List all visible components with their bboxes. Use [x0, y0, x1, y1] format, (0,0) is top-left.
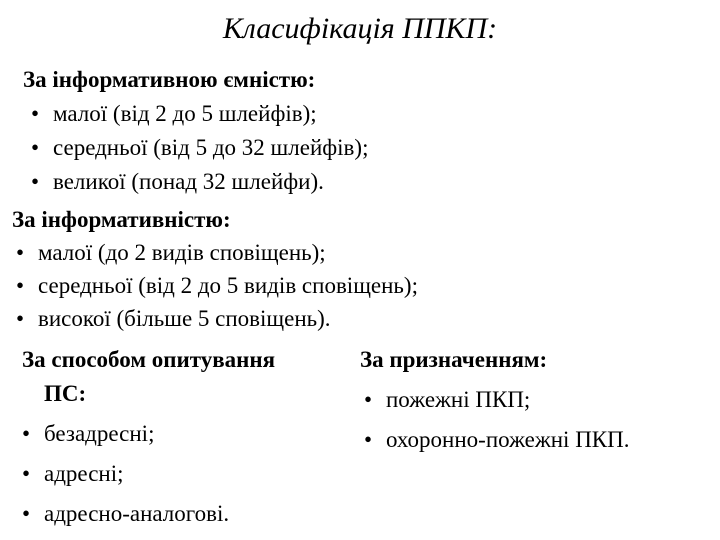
list-item: • великої (понад 32 шлейфи). [31, 168, 368, 196]
purpose-list [360, 386, 630, 454]
informativeness-section [12, 206, 418, 333]
list-item: • охоронно-пожежні ПКП. [364, 426, 630, 454]
slide-title: Класифікація ППКП: [222, 12, 498, 45]
list-item: • середньої (від 5 до 32 шлейфів); [31, 134, 368, 162]
list-item: • високої (більше 5 сповіщень). [16, 305, 418, 333]
list-item: • малої (до 2 видів сповіщень); [16, 239, 418, 267]
informativeness-list [12, 239, 418, 333]
list-item: • безадресні; [22, 420, 275, 448]
polling-heading: За способом опитування [22, 347, 276, 372]
list-item: • малої (від 2 до 5 шлейфів); [31, 100, 368, 128]
capacity-list [23, 100, 368, 196]
list-item: • адресні; [22, 460, 275, 488]
polling-heading-continued: ПС: [44, 381, 87, 406]
purpose-heading: За призначенням: [360, 347, 548, 372]
polling-section [22, 346, 275, 528]
capacity-heading: За інформативною ємністю: [23, 67, 316, 92]
list-item: • адресно-аналогові. [22, 500, 275, 528]
informativeness-heading: За інформативністю: [12, 207, 231, 232]
list-item: • середньої (від 2 до 5 видів сповіщень); [16, 272, 418, 300]
polling-list [22, 420, 275, 528]
list-item: • пожежні ПКП; [364, 386, 630, 414]
capacity-section [23, 66, 368, 196]
purpose-section [360, 346, 630, 454]
